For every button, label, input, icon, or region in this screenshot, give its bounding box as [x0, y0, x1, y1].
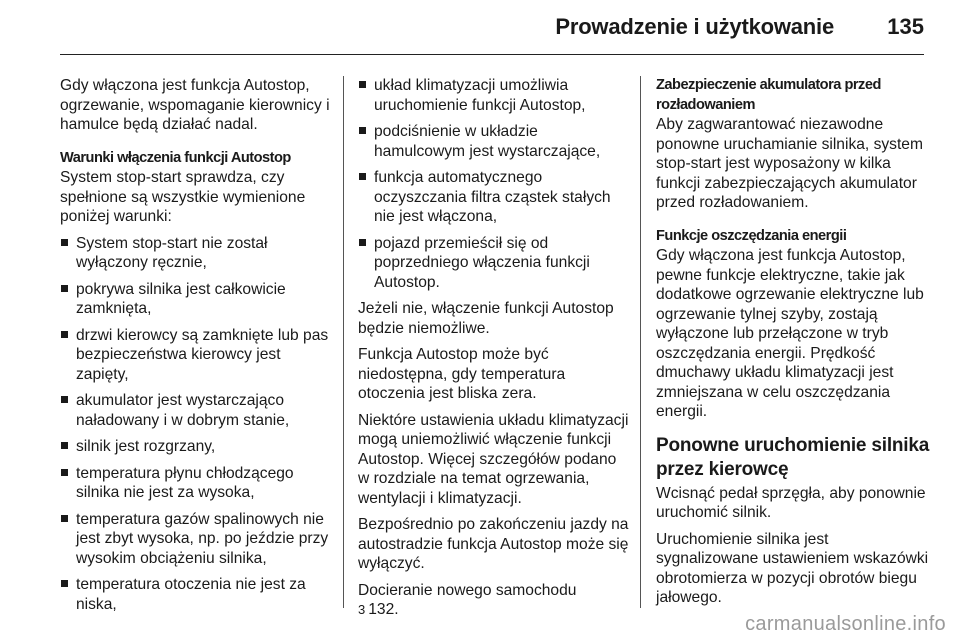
list-item — [60, 575, 332, 614]
list-item — [60, 326, 332, 385]
list-item — [358, 122, 630, 161]
column-divider — [640, 76, 641, 608]
paragraph: Gdy włączona jest funkcja Autostop, pewne funkcje elektryczne, takie jak dodatkowe ogrzewanie elektryczne lub ogrzewanie tylnej szyby, zostają wyłączone lub przełączone w tryb oszczędzania energii. Prędkość dmuchawy układu klimatyzacji jest zmniejszana w celu oszczędzania energii. — [656, 247, 924, 420]
list-item-text: temperatura płynu chłodzącego silnika nie jest za wysoka, — [76, 464, 294, 501]
subheading-autostop-conditions: Warunki włączenia funkcji Autostop — [60, 149, 291, 166]
paragraph: Jeżeli nie, włączenie funkcji Autostop będzie niemożliwe. — [358, 300, 614, 337]
list-item — [60, 464, 332, 503]
bullet-square-icon — [359, 127, 366, 134]
paragraph: Funkcja Autostop może być niedostępna, gdy temperatura otoczenia jest bliska zera. — [358, 346, 566, 402]
list-item-text: akumulator jest wystarczająco naładowany i w dobrym stanie, — [76, 392, 290, 429]
column-left — [60, 76, 332, 621]
reference-page-link[interactable]: 132. — [368, 601, 399, 618]
list-item — [358, 234, 630, 293]
list-item — [60, 437, 332, 457]
list-item-text: układ klimatyzacji umożliwia uruchomienie funkcji Autostop, — [374, 77, 586, 114]
list-item — [60, 391, 332, 430]
list-item-text: pojazd przemieścił się od poprzedniego włączenia funkcji Autostop. — [374, 234, 590, 291]
bullet-square-icon — [61, 396, 68, 403]
bullet-square-icon — [61, 331, 68, 338]
column-middle — [358, 76, 630, 620]
list-item — [60, 280, 332, 319]
paragraph: System stop-start sprawdza, czy spełnione są wszystkie wymienione poniżej warunki: — [60, 169, 306, 225]
subheading-energy-saving: Funkcje oszczędzania energii — [656, 227, 847, 244]
section-title-restart: Ponowne uruchomienie silnika przez kierowcę — [656, 434, 930, 480]
list-item-text: podciśnienie w układzie hamulcowym jest wystarczające, — [374, 123, 601, 160]
column-divider — [343, 76, 344, 608]
list-item — [358, 76, 630, 115]
page-number: 135 — [887, 14, 924, 39]
paragraph: Bezpośrednio po zakończeniu jazdy na autostradzie funkcja Autostop może się wyłączyć. — [358, 516, 629, 572]
list-item-text: System stop-start nie został wyłączony ręcznie, — [76, 234, 268, 271]
bullet-square-icon — [359, 173, 366, 180]
bullet-square-icon — [61, 469, 68, 476]
watermark: carmanualsonline.info — [745, 613, 946, 635]
bullet-square-icon — [359, 81, 366, 88]
page-header — [0, 0, 960, 60]
list-item-text: silnik jest rozgrzany, — [76, 438, 216, 455]
list-item-text: temperatura gazów spalinowych nie jest zbyt wysoka, np. po jeździe przy wysokim obciążeniu silnika, — [76, 510, 329, 567]
cross-reference-title: Docieranie nowego samochodu — [358, 581, 577, 599]
list-item-text: funkcja automatycznego oczyszczania filtra cząstek stałych nie jest włączona, — [374, 169, 611, 225]
list-item — [358, 168, 630, 227]
subheading-battery-protection: Zabezpieczenie akumulatora przed rozładowaniem — [656, 77, 881, 113]
bullet-square-icon — [359, 239, 366, 246]
list-item — [60, 234, 332, 273]
cross-reference — [358, 581, 630, 620]
bullet-square-icon — [61, 239, 68, 246]
reference-arrow-icon: 3 — [358, 602, 366, 617]
list-item-text: temperatura otoczenia nie jest za niska, — [76, 576, 306, 613]
list-item-text: drzwi kierowcy są zamknięte lub pas bezpieczeństwa kierowcy jest zapięty, — [76, 326, 329, 383]
list-item — [60, 510, 332, 569]
paragraph: Niektóre ustawienia układu klimatyzacji mogą uniemożliwić włączenie funkcji Autostop. Więcej szczegółów podano w rozdziale na temat ogrzewania, wentylacji i klimatyzacji. — [358, 411, 629, 507]
page-title: Prowadzenie i użytkowanie — [555, 14, 834, 39]
bullet-square-icon — [61, 580, 68, 587]
paragraph: Gdy włączona jest funkcja Autostop, ogrzewanie, wspomaganie kierownicy i hamulce będą działać nadal. — [60, 77, 330, 133]
list-item-text: pokrywa silnika jest całkowicie zamknięta, — [76, 280, 286, 317]
bullet-square-icon — [61, 285, 68, 292]
conditions-list-continued — [358, 76, 630, 292]
paragraph: Wcisnąć pedał sprzęgła, aby ponownie uruchomić silnik. — [656, 484, 926, 521]
paragraph: Uruchomienie silnika jest sygnalizowane ustawieniem wskazówki obrotomierza w pozycji obrotów biegu jałowego. — [656, 530, 929, 606]
bullet-square-icon — [61, 515, 68, 522]
column-right — [656, 76, 930, 615]
header-rule — [60, 54, 924, 55]
bullet-square-icon — [61, 442, 68, 449]
paragraph: Aby zagwarantować niezawodne ponowne uruchamianie silnika, system stop-start jest wyposażony w kilka funkcji zabezpieczających akumulator przed rozładowaniem. — [656, 116, 923, 211]
conditions-list — [60, 234, 332, 615]
